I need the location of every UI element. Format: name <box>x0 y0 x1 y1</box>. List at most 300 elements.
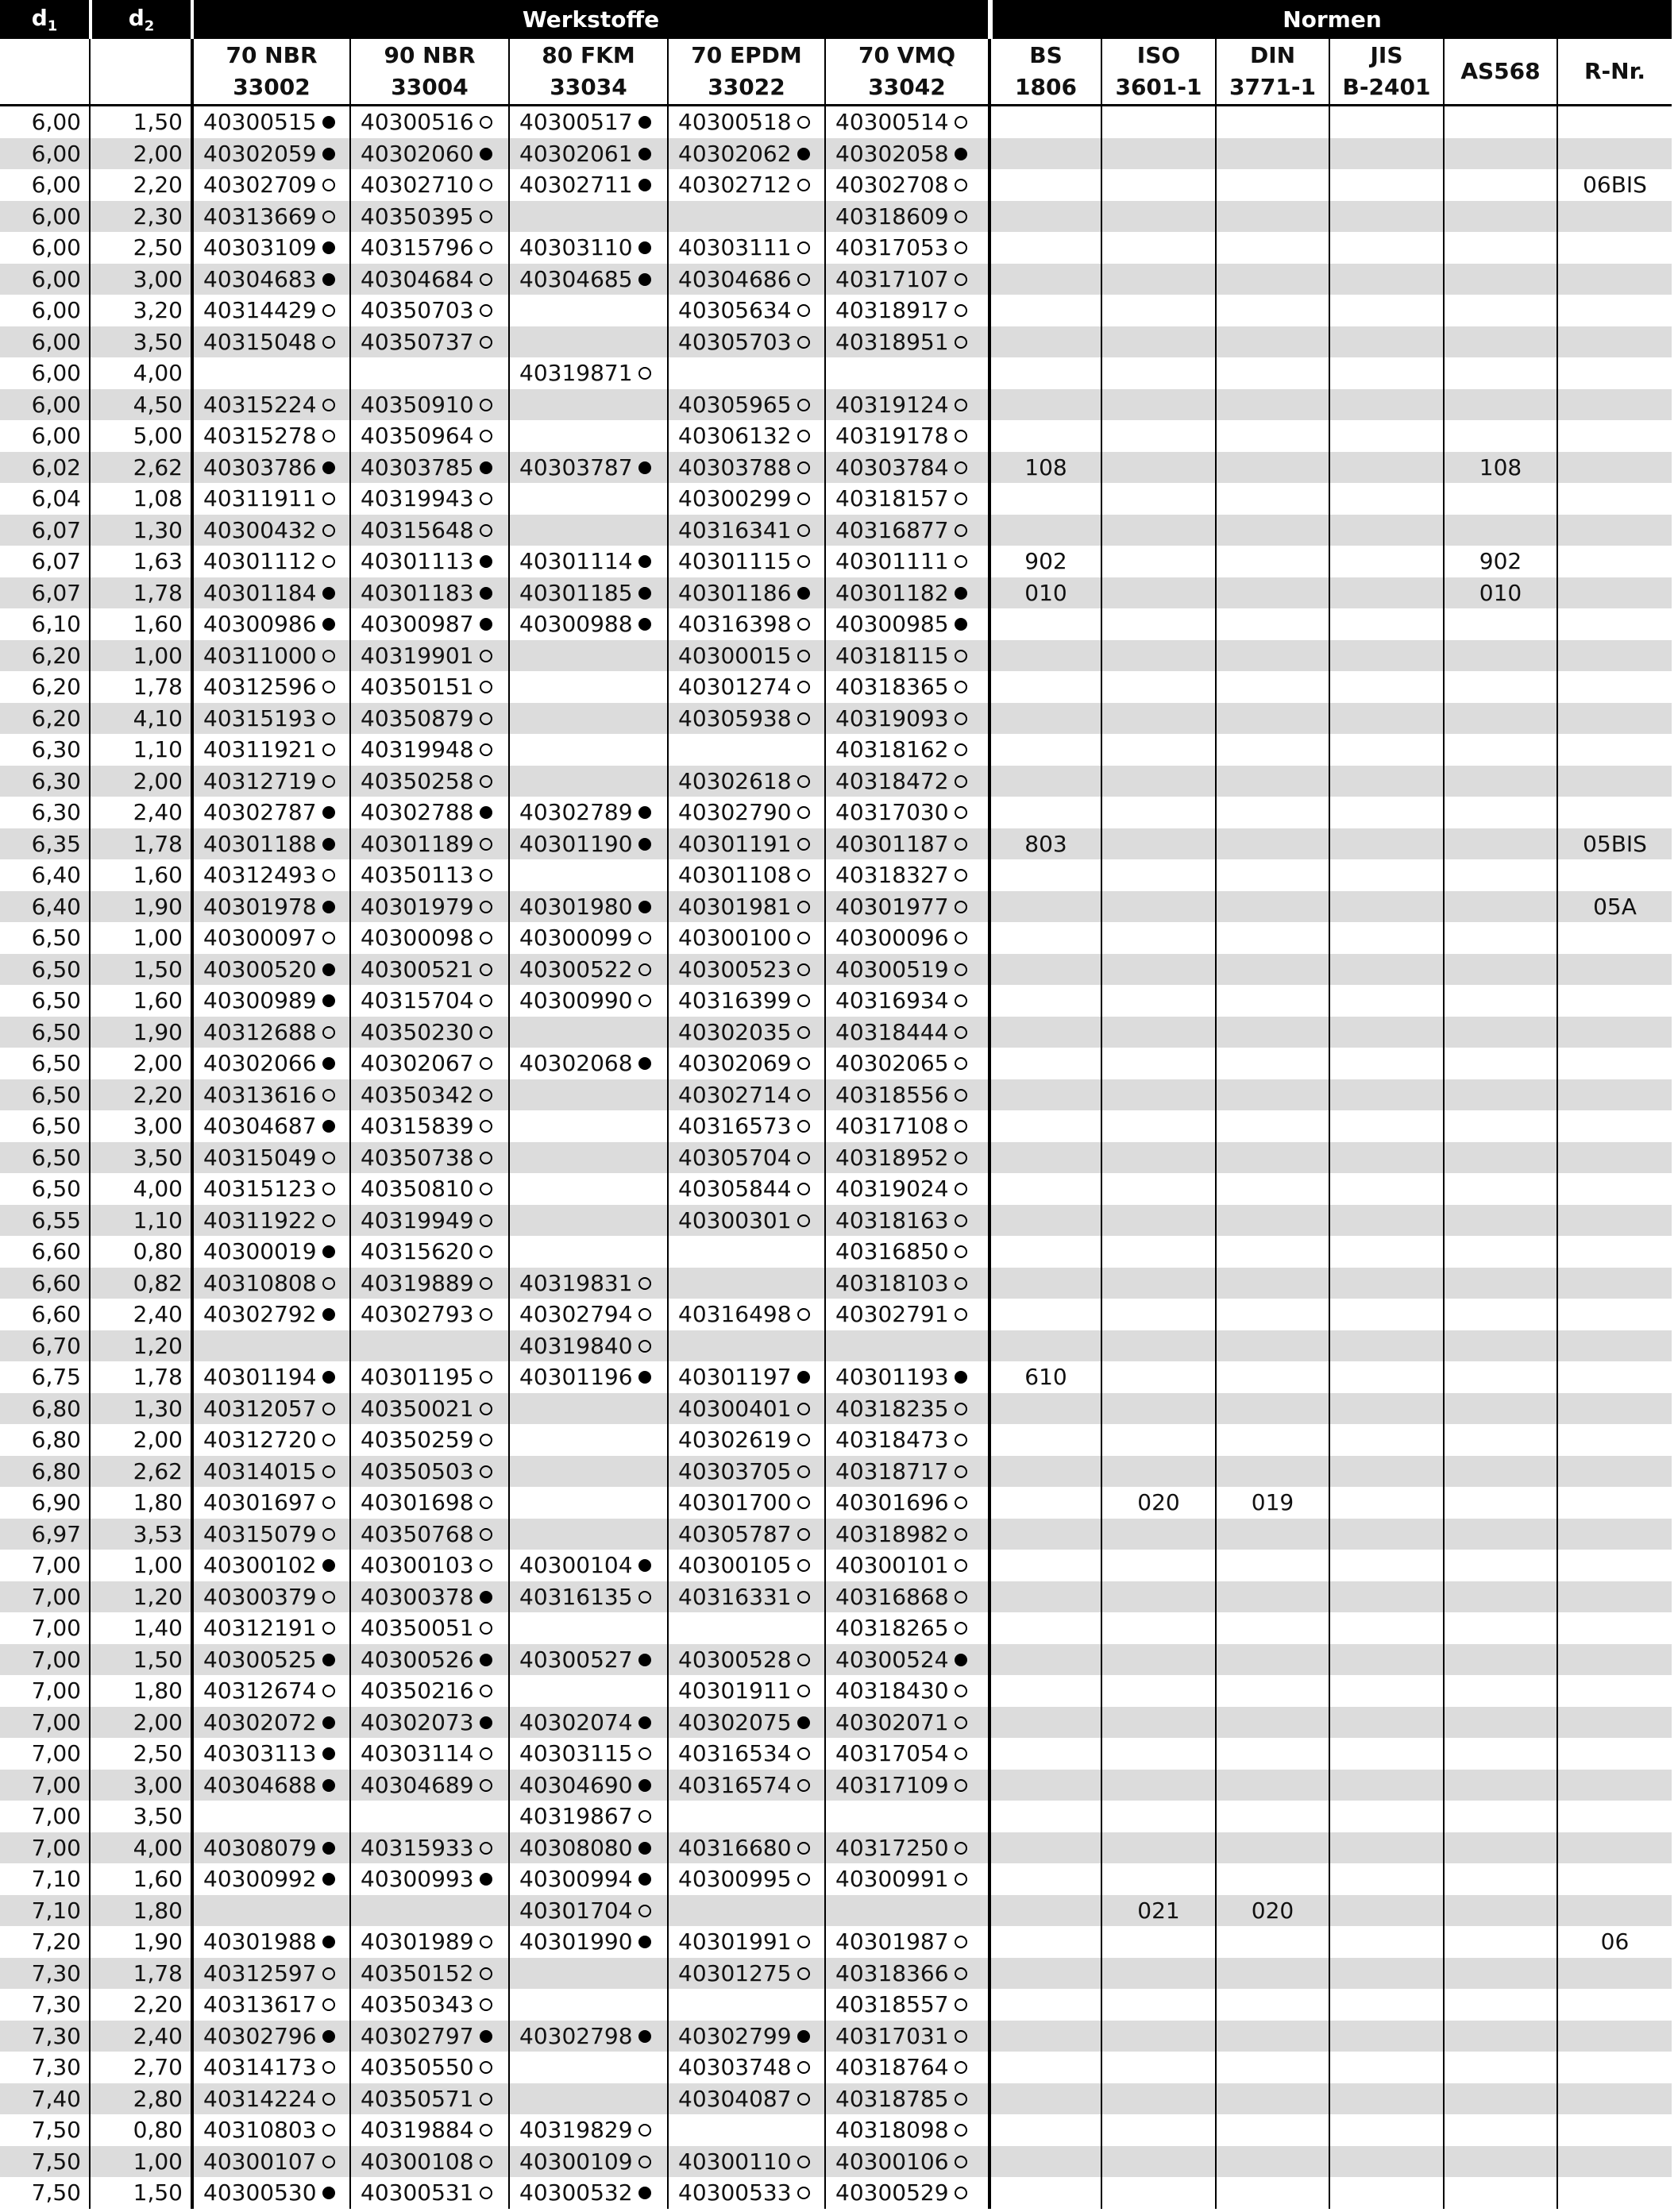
norm-cell <box>1101 1675 1215 1707</box>
norm-cell <box>1101 1330 1215 1362</box>
norm-cell <box>1556 2114 1672 2146</box>
norm-cell <box>1443 1236 1556 1268</box>
norm-cell <box>1215 671 1329 703</box>
article-number: 40311911 <box>203 485 317 512</box>
material-cell <box>508 452 667 484</box>
open-circle-icon <box>797 1057 810 1070</box>
article-number: 40300520 <box>203 955 317 982</box>
filled-circle-icon <box>322 1120 335 1133</box>
open-circle-icon <box>955 1308 967 1321</box>
article-number: 40317107 <box>835 265 949 292</box>
norm-cell <box>1443 1832 1556 1864</box>
material-cell <box>349 1205 508 1237</box>
open-circle-icon <box>480 963 492 976</box>
norm-cell <box>1215 2146 1329 2178</box>
norm-cell <box>1329 1173 1443 1205</box>
article-number: 40301185 <box>519 579 633 606</box>
open-circle-icon <box>797 1403 810 1415</box>
norm-cell <box>1329 546 1443 577</box>
norm-cell <box>1329 703 1443 735</box>
norm-cell <box>1443 1048 1556 1079</box>
article-number: 40302790 <box>678 799 792 826</box>
d1-cell: 6,07 <box>31 548 81 575</box>
material-cell <box>349 1268 508 1299</box>
article-number: 40318472 <box>835 767 949 794</box>
material-cell <box>667 2177 824 2209</box>
material-cell <box>349 2177 508 2209</box>
open-circle-icon <box>955 1496 967 1509</box>
material-cell <box>667 859 824 891</box>
article-number: 40301194 <box>203 1364 317 1391</box>
norm-cell <box>1329 859 1443 891</box>
norm-cell <box>988 859 1101 891</box>
article-number: 40317031 <box>835 2022 949 2049</box>
d1-cell: 6,35 <box>0 828 89 860</box>
material-cell <box>349 1958 508 1990</box>
norm-cell <box>1443 1550 1556 1581</box>
material-cell <box>667 1330 824 1362</box>
material-cell <box>508 1142 667 1174</box>
d2-cell: 1,00 <box>89 1550 191 1581</box>
material-cell <box>667 1738 824 1770</box>
norm-cell <box>1329 389 1443 421</box>
norm-cell <box>1443 264 1556 295</box>
article-number: 40300097 <box>203 925 317 952</box>
norm-cell <box>1215 389 1329 421</box>
article-number: 40300524 <box>835 1646 949 1673</box>
open-circle-icon <box>322 1026 335 1039</box>
norm-cell <box>1329 138 1443 170</box>
norm-cell <box>988 2177 1101 2209</box>
material-cell <box>667 577 824 609</box>
norm-cell <box>988 608 1101 640</box>
open-circle-icon <box>480 1371 492 1384</box>
material-cell <box>349 891 508 923</box>
article-number: 40302618 <box>678 767 792 794</box>
material-cell <box>667 734 824 766</box>
norm-cell <box>1556 1361 1672 1393</box>
open-circle-icon <box>955 116 967 129</box>
norm-cell <box>1215 2114 1329 2146</box>
open-circle-icon <box>322 775 335 788</box>
material-cell <box>508 734 667 766</box>
article-number: 40350768 <box>361 1520 474 1547</box>
d1-cell: 6,50 <box>0 1079 89 1111</box>
article-number: 40302714 <box>678 1081 792 1108</box>
d2-cell: 2,50 <box>89 232 191 264</box>
filled-circle-icon <box>480 1654 492 1666</box>
material-cell <box>191 326 349 358</box>
norm-cell <box>988 1644 1101 1676</box>
open-circle-icon <box>797 2093 810 2106</box>
d2-cell: 2,00 <box>89 1424 191 1456</box>
material-cell <box>508 577 667 609</box>
d2-cell: 1,90 <box>89 1017 191 1048</box>
d2-cell: 4,00 <box>89 1832 191 1864</box>
norm-cell <box>1101 106 1215 138</box>
material-cell <box>667 1424 824 1456</box>
article-number: 40302060 <box>361 140 474 167</box>
d1-cell: 6,40 <box>0 891 89 923</box>
open-circle-icon <box>322 430 335 442</box>
material-cell <box>508 1424 667 1456</box>
d1-cell: 6,80 <box>31 1426 81 1453</box>
norm-cell <box>1443 954 1556 986</box>
article-number: 40318717 <box>835 1457 949 1484</box>
norm-cell <box>1329 483 1443 515</box>
table-row <box>0 1519 1672 1550</box>
norm-cell <box>1215 1581 1329 1613</box>
normen-header: Normen <box>988 0 1672 39</box>
material-cell <box>508 1801 667 1832</box>
d1-cell: 6,00 <box>0 326 89 358</box>
open-circle-icon <box>322 1403 335 1415</box>
open-circle-icon <box>322 1277 335 1290</box>
norm-cell <box>1329 1926 1443 1958</box>
norm-cell <box>1101 1456 1215 1488</box>
norm-cell <box>1443 1801 1556 1832</box>
article-number: 40302059 <box>203 140 317 167</box>
filled-circle-icon <box>480 555 492 568</box>
filled-circle-icon <box>638 461 651 474</box>
material-cell <box>824 1079 988 1111</box>
article-number: 40318917 <box>835 297 949 324</box>
norm-cell <box>1329 734 1443 766</box>
material-cell <box>191 2021 349 2052</box>
norm-cell <box>1443 1268 1556 1299</box>
article-number: 40350051 <box>361 1615 474 1642</box>
material-cell <box>191 828 349 860</box>
material-cell <box>508 1989 667 2021</box>
material-cell <box>508 922 667 954</box>
article-number: 40300987 <box>361 611 474 638</box>
material-cell <box>191 1236 349 1268</box>
material-header-0 <box>191 39 349 106</box>
material-cell <box>508 1236 667 1268</box>
open-circle-icon <box>797 1559 810 1572</box>
open-circle-icon <box>322 1152 335 1164</box>
norm-cell <box>988 922 1101 954</box>
article-number: 40300988 <box>519 611 633 638</box>
material-cell <box>349 201 508 233</box>
open-circle-icon <box>480 1528 492 1541</box>
norm-cell <box>988 1110 1101 1142</box>
material-cell <box>191 922 349 954</box>
article-number: 40301190 <box>519 830 633 857</box>
material-cell <box>508 1110 667 1142</box>
norm-cell <box>1101 326 1215 358</box>
open-circle-icon <box>322 2156 335 2168</box>
filled-circle-icon <box>638 179 651 191</box>
norm-cell <box>1329 106 1443 138</box>
norm-cell <box>1443 2146 1556 2178</box>
norm-cell <box>1443 483 1556 515</box>
table-row <box>0 2114 1672 2146</box>
d1-cell: 7,00 <box>31 1803 81 1830</box>
material-cell <box>191 1895 349 1927</box>
d1-cell: 7,00 <box>0 1832 89 1864</box>
material-cell <box>508 859 667 891</box>
norm-cell <box>1329 1958 1443 1990</box>
norm-name: DIN <box>1249 42 1296 68</box>
norm-cell <box>1329 1079 1443 1111</box>
table-row <box>0 1550 1672 1581</box>
open-circle-icon <box>797 869 810 882</box>
norm-cell <box>1556 922 1672 954</box>
norm-cell <box>1329 357 1443 389</box>
d2-cell: 0,80 <box>89 1236 191 1268</box>
material-cell <box>349 2146 508 2178</box>
material-cell <box>508 1675 667 1707</box>
norm-cell <box>1101 1048 1215 1079</box>
open-circle-icon <box>480 1403 492 1415</box>
table-row <box>0 1801 1672 1832</box>
material-cell <box>191 1487 349 1519</box>
material-cell <box>824 138 988 170</box>
open-circle-icon <box>955 179 967 191</box>
filled-circle-icon <box>638 1936 651 1948</box>
norm-cell <box>1215 326 1329 358</box>
material-cell <box>667 295 824 326</box>
article-number: 40301979 <box>361 893 474 920</box>
article-number: 40319867 <box>519 1803 633 1830</box>
material-cell <box>824 1330 988 1362</box>
norm-cell <box>1215 1958 1329 1990</box>
article-number: 40302069 <box>678 1050 792 1077</box>
material-cell <box>508 1895 667 1927</box>
norm-cell <box>988 1236 1101 1268</box>
open-circle-icon <box>955 2030 967 2043</box>
norm-cell <box>1101 797 1215 828</box>
article-number: 40312191 <box>203 1615 317 1642</box>
article-number: 40350113 <box>361 862 474 889</box>
article-number: 40304683 <box>203 265 317 292</box>
open-circle-icon <box>480 1089 492 1102</box>
filled-circle-icon <box>480 461 492 474</box>
norm-cell <box>1101 1926 1215 1958</box>
material-cell <box>349 2083 508 2115</box>
norm-cell: 902 <box>1443 546 1556 577</box>
article-number: 40312720 <box>203 1426 317 1453</box>
norm-cell <box>1329 1110 1443 1142</box>
norm-cell <box>1556 138 1672 170</box>
open-circle-icon <box>322 2093 335 2106</box>
norm-cell <box>1556 1487 1672 1519</box>
d2-cell: 1,78 <box>89 577 191 609</box>
norm-cell <box>1556 1393 1672 1425</box>
norm-cell <box>988 640 1101 672</box>
article-number: 40300528 <box>678 1646 792 1673</box>
open-circle-icon <box>955 304 967 317</box>
material-cell <box>191 608 349 640</box>
material-cell <box>667 922 824 954</box>
norm-cell <box>1443 1456 1556 1488</box>
d2-cell: 3,50 <box>89 1801 191 1832</box>
material-cell <box>508 1958 667 1990</box>
material-cell <box>349 985 508 1017</box>
norm-cell <box>988 389 1101 421</box>
norm-cell <box>1329 891 1443 923</box>
article-number: 40302794 <box>519 1301 633 1328</box>
table-row <box>0 2177 1672 2209</box>
d1-cell: 6,60 <box>31 1238 81 1265</box>
norm-cell <box>988 1079 1101 1111</box>
norm-cell <box>1101 1707 1215 1739</box>
material-cell <box>824 452 988 484</box>
norm-cell <box>1556 1519 1672 1550</box>
d2-cell: 2,62 <box>89 1456 191 1488</box>
norm-cell <box>1101 1519 1215 1550</box>
open-circle-icon <box>322 869 335 882</box>
norm-cell <box>988 1707 1101 1739</box>
material-cell <box>824 515 988 546</box>
open-circle-icon <box>797 2187 810 2199</box>
material-cell <box>667 1550 824 1581</box>
article-number: 40300529 <box>835 2179 949 2206</box>
norm-cell <box>1215 452 1329 484</box>
norm-cell <box>1443 640 1556 672</box>
norm-cell <box>1443 1707 1556 1739</box>
material-cell <box>667 546 824 577</box>
material-cell <box>667 201 824 233</box>
open-circle-icon <box>480 1967 492 1980</box>
filled-circle-icon <box>797 587 810 600</box>
article-number: 40350342 <box>361 1081 474 1108</box>
table-row <box>0 1268 1672 1299</box>
d1-cell: 7,00 <box>31 1552 81 1579</box>
norm-cell <box>1215 1456 1329 1488</box>
norm-cell <box>1215 1361 1329 1393</box>
d1-cell: 6,97 <box>0 1519 89 1550</box>
material-cell <box>824 671 988 703</box>
article-number: 40304690 <box>519 1771 633 1798</box>
filled-circle-icon <box>480 1591 492 1604</box>
material-cell <box>349 295 508 326</box>
article-number: 40301700 <box>678 1489 792 1516</box>
article-number: 40300103 <box>361 1552 474 1579</box>
table-row <box>0 1675 1672 1707</box>
norm-cell <box>1101 608 1215 640</box>
open-circle-icon <box>797 838 810 851</box>
table-row <box>0 2021 1672 2052</box>
open-circle-icon <box>480 210 492 223</box>
norm-number: 3601-1 <box>1115 74 1202 100</box>
material-cell <box>667 515 824 546</box>
d1-cell: 6,60 <box>0 1268 89 1299</box>
open-circle-icon <box>638 1340 651 1353</box>
norm-cell <box>1443 232 1556 264</box>
open-circle-icon <box>480 1465 492 1478</box>
norm-cell <box>1215 703 1329 735</box>
norm-cell <box>988 985 1101 1017</box>
norm-cell <box>1329 169 1443 201</box>
d2-cell: 1,08 <box>89 483 191 515</box>
norm-cell <box>1101 201 1215 233</box>
open-circle-icon <box>797 461 810 474</box>
article-number: 40302071 <box>835 1708 949 1735</box>
material-cell <box>191 1110 349 1142</box>
norm-cell <box>1329 1299 1443 1330</box>
material-name: 70 VMQ <box>858 42 956 68</box>
material-cell <box>191 1707 349 1739</box>
open-circle-icon <box>480 1779 492 1792</box>
article-number: 40300100 <box>678 925 792 952</box>
material-cell <box>191 106 349 138</box>
material-cell <box>508 985 667 1017</box>
norm-cell <box>1443 859 1556 891</box>
material-cell <box>667 1801 824 1832</box>
article-number: 40300991 <box>835 1866 949 1893</box>
table-row <box>0 1895 1672 1927</box>
filled-circle-icon <box>638 1842 651 1855</box>
material-cell <box>191 1644 349 1676</box>
material-cell <box>508 420 667 452</box>
norm-cell <box>988 169 1101 201</box>
article-number: 40302712 <box>678 172 792 199</box>
open-circle-icon <box>638 963 651 976</box>
material-cell <box>508 357 667 389</box>
norm-cell <box>988 420 1101 452</box>
material-cell <box>508 671 667 703</box>
article-number: 40301111 <box>835 548 949 575</box>
norm-cell <box>1101 766 1215 797</box>
article-number: 40300515 <box>203 109 317 136</box>
open-circle-icon <box>797 1214 810 1227</box>
material-cell <box>824 1801 988 1832</box>
norm-cell <box>1329 1770 1443 1801</box>
article-number: 40300526 <box>361 1646 474 1673</box>
norm-cell <box>1556 1832 1672 1864</box>
norm-cell: 610 <box>988 1361 1101 1393</box>
d1-cell: 7,20 <box>31 1928 81 1955</box>
material-cell <box>667 1142 824 1174</box>
article-number: 40318444 <box>835 1018 949 1045</box>
material-cell <box>667 2146 824 2178</box>
open-circle-icon <box>955 1277 967 1290</box>
open-circle-icon <box>955 1403 967 1415</box>
norm-cell <box>1443 1863 1556 1895</box>
material-cell <box>191 985 349 1017</box>
material-cell <box>349 264 508 295</box>
material-cell <box>667 1393 824 1425</box>
norm-cell <box>1443 922 1556 954</box>
norm-cell <box>1329 1268 1443 1299</box>
material-cell <box>508 1926 667 1958</box>
norm-cell <box>1556 2146 1672 2178</box>
open-circle-icon <box>638 1277 651 1290</box>
material-cell <box>349 483 508 515</box>
article-number: 40301187 <box>835 830 949 857</box>
norm-name: BS <box>1029 42 1063 68</box>
article-number: 40319889 <box>361 1269 474 1296</box>
article-number: 40303109 <box>203 234 317 261</box>
article-number: 40302074 <box>519 1708 633 1735</box>
d1-cell: 6,30 <box>0 766 89 797</box>
article-number: 40305787 <box>678 1520 792 1547</box>
open-circle-icon <box>322 1434 335 1446</box>
filled-circle-icon <box>480 1716 492 1729</box>
material-cell <box>667 1926 824 1958</box>
article-number: 40301189 <box>361 830 474 857</box>
filled-circle-icon <box>322 1559 335 1572</box>
d2-cell: 1,50 <box>89 106 191 138</box>
material-cell <box>667 169 824 201</box>
open-circle-icon <box>480 1183 492 1195</box>
norm-cell <box>988 1268 1101 1299</box>
norm-cell <box>1556 608 1672 640</box>
open-circle-icon <box>955 1183 967 1195</box>
norm-cell <box>1556 1707 1672 1739</box>
